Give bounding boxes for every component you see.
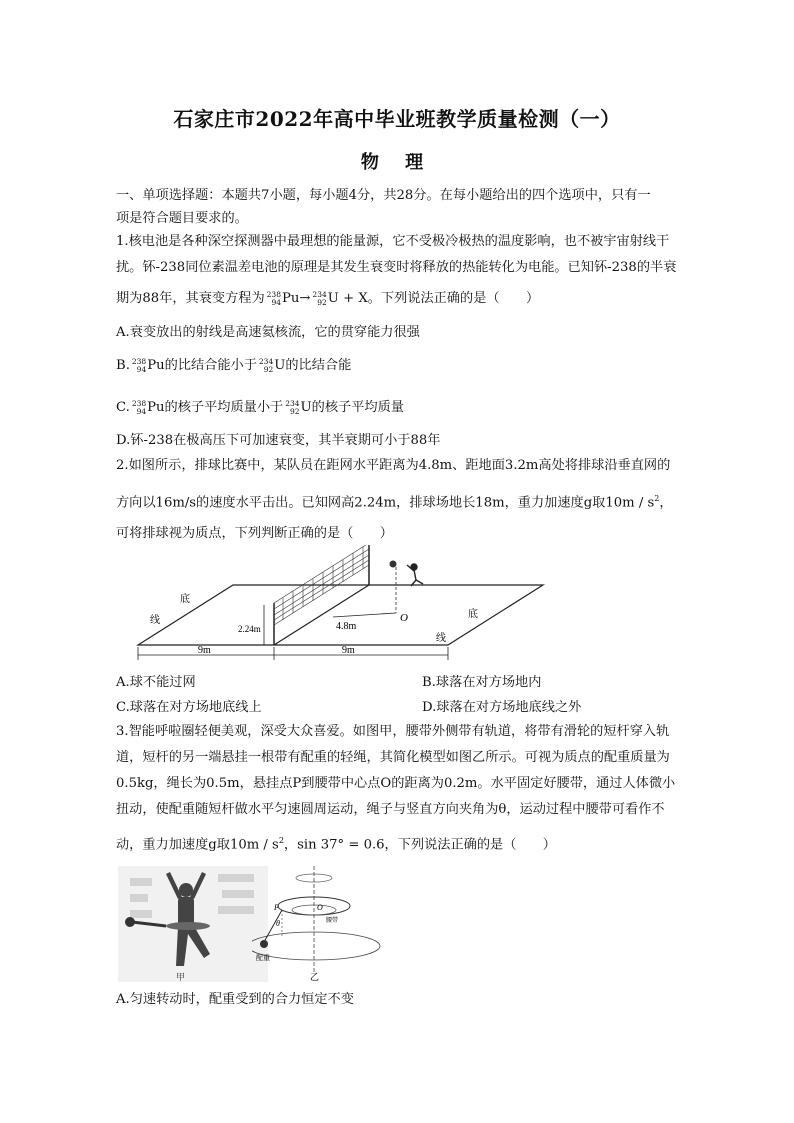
q1-option-d: D.钚-238在极高压下可加速衰变，其半衰期可小于88年 bbox=[116, 433, 441, 448]
dim-right-label: 9m bbox=[342, 645, 355, 656]
optb-pu-symbol: Pu bbox=[147, 358, 165, 373]
optb-u-numbers bbox=[259, 358, 273, 374]
q3-line5-tail: ，sin 37° = 0.6，下列说法正确的是（ ） bbox=[283, 837, 556, 853]
volleyball-court-figure bbox=[118, 545, 558, 670]
baseline-left-di: 底 bbox=[180, 594, 190, 605]
optb-u-symbol: U bbox=[274, 358, 286, 373]
hula-hoop-photo bbox=[118, 866, 268, 982]
q2-option-d: D.球落在对方场地底线之外 bbox=[422, 700, 582, 715]
q2-exponent: 2 bbox=[654, 494, 660, 503]
q1-option-c-label: C. bbox=[116, 400, 130, 415]
section-instruction-line1: 一、单项选择题：本题共7小题，每小题4分，共28分。在每小题给出的四个选项中，只有一 bbox=[116, 188, 651, 203]
q3-line5-text: 动，重力加速度g取10m / s bbox=[116, 837, 279, 853]
q1-option-b-tail: 的比结合能 bbox=[285, 358, 352, 373]
plus-x: + X bbox=[343, 291, 368, 306]
fig-theta-label: θ bbox=[276, 919, 280, 928]
net-height-label: 2.24m bbox=[238, 624, 261, 634]
q3-line3: 0.5kg，绳长为0.5m，悬挂点P到腰带中心点O的距离为0.2m。水平固定好腰带，通过人体微小 bbox=[116, 776, 676, 791]
baseline-right-xian: 线 bbox=[436, 633, 446, 644]
q3-line2: 道，短杆的另一端悬挂一根带有配重的轻绳，其简化模型如图乙所示。可视为质点的配重质量为 bbox=[116, 750, 670, 765]
q3-line5 bbox=[116, 832, 696, 854]
baseline-right-di: 底 bbox=[468, 609, 478, 620]
q2-line2 bbox=[116, 490, 696, 512]
q1-option-c bbox=[116, 399, 696, 417]
subject-heading: 物 理 bbox=[360, 152, 434, 173]
optb-pu-z: 94 bbox=[136, 364, 147, 374]
arrow-symbol: → bbox=[299, 291, 311, 306]
q2-line2-tail: ， bbox=[659, 495, 673, 511]
q1-line2: 扰。钚-238同位素温差电池的原理是其发生衰变时将释放的热能转化为电能。已知钚-238的半衰 bbox=[116, 260, 677, 275]
hula-hoop-model bbox=[252, 866, 412, 982]
page-title: 石家庄市2022年高中毕业班教学质量检测（一） bbox=[173, 107, 621, 131]
player-figure bbox=[407, 564, 423, 586]
q2-line2-text: 方向以16m/s的速度水平击出。已知网高2.24m，排球场地长18m，重力加速度g取10m / s bbox=[116, 495, 655, 511]
q2-option-a: A.球不能过网 bbox=[116, 675, 196, 690]
optc-pu-z: 94 bbox=[136, 406, 147, 416]
q1-option-a: A.衰变放出的射线是高速氦核流，它的贯穿能力很强 bbox=[116, 325, 420, 340]
optc-pu-mass: 238 bbox=[131, 398, 147, 408]
optc-u-z: 92 bbox=[289, 406, 300, 416]
q1-line1: 1.核电池是各种深空探测器中最理想的能量源，它不受极冷极热的温度影响，也不被宇宙射线干 bbox=[116, 234, 670, 249]
fig-jia-label: 甲 bbox=[176, 972, 186, 982]
optb-pu-mass: 238 bbox=[131, 356, 147, 366]
fig-belt-label: 腰带 bbox=[326, 918, 339, 924]
q2-line3: 可将排球视为质点，下列判断正确的是（ ） bbox=[116, 526, 393, 541]
q3-option-a: A.匀速转动时，配重受到的合力恒定不变 bbox=[116, 992, 354, 1007]
u-nuclide-numbers bbox=[312, 291, 326, 307]
q1-option-c-mid: 的核子平均质量小于 bbox=[164, 400, 284, 415]
u-mass-number: 234 bbox=[312, 289, 327, 299]
optc-u-mass: 234 bbox=[285, 398, 300, 408]
q3-line1: 3.智能呼啦圈轻便美观，深受大众喜爱。如图甲，腰带外侧带有轨道，将带有滑轮的短杆穿入轨 bbox=[116, 724, 670, 739]
q3-exponent: 2 bbox=[278, 836, 284, 845]
optc-u-numbers bbox=[285, 400, 299, 416]
q2-line1: 2.如图所示，排球比赛中，某队员在距网水平距离为4.8m、距地面3.2m高处将排球沿垂直网的 bbox=[116, 458, 671, 473]
fig-weight-label: 配重 bbox=[256, 954, 270, 962]
weight-orbit bbox=[252, 932, 380, 960]
q2-option-c: C.球落在对方场地底线上 bbox=[116, 700, 262, 715]
pu-atomic-number: 94 bbox=[271, 297, 281, 307]
optb-u-mass: 234 bbox=[258, 356, 274, 366]
volleyball-ball bbox=[390, 561, 397, 568]
q1-line3-text: 期为88年，其衰变方程为 bbox=[116, 291, 265, 306]
point-o-label: O bbox=[400, 612, 408, 624]
optc-pu-symbol: Pu bbox=[147, 400, 165, 415]
optb-pu-numbers bbox=[132, 358, 146, 374]
distance-dim bbox=[333, 613, 396, 617]
u-symbol: U bbox=[327, 291, 339, 306]
fig-o-label: O bbox=[317, 903, 323, 912]
dim-left-label: 9m bbox=[198, 645, 211, 656]
q3-line4: 扭动，使配重随短杆做水平匀速圆周运动，绳子与竖直方向夹角为θ，运动过程中腰带可看作不 bbox=[116, 802, 665, 817]
u-atomic-number: 92 bbox=[317, 297, 327, 307]
optc-pu-numbers bbox=[132, 400, 146, 416]
optb-u-z: 92 bbox=[263, 364, 274, 374]
pu-mass-number: 238 bbox=[266, 289, 281, 299]
q1-line3-tail: 。下列说法正确的是（ ） bbox=[367, 291, 540, 306]
q1-option-b-mid: 的比结合能小于 bbox=[164, 358, 257, 373]
q1-option-c-tail: 的核子平均质量 bbox=[311, 400, 404, 415]
q2-option-b: B.球落在对方场地内 bbox=[422, 675, 542, 690]
distance-label: 4.8m bbox=[336, 621, 357, 632]
q1-option-b bbox=[116, 357, 696, 375]
pu-symbol: Pu bbox=[281, 291, 300, 306]
baseline-left-xian: 线 bbox=[150, 615, 160, 626]
pu-nuclide-numbers bbox=[267, 291, 281, 307]
fig-yi-label: 乙 bbox=[310, 972, 320, 982]
court-outline bbox=[138, 585, 543, 645]
optc-u-symbol: U bbox=[300, 400, 312, 415]
q1-line3 bbox=[116, 290, 696, 308]
hoop-weight-ball bbox=[125, 917, 135, 927]
section-instruction-line2: 项是符合题目要求的。 bbox=[116, 211, 248, 226]
fig-p-label: P bbox=[274, 903, 279, 912]
weight-ball bbox=[260, 940, 268, 948]
q1-option-b-label: B. bbox=[116, 358, 130, 373]
